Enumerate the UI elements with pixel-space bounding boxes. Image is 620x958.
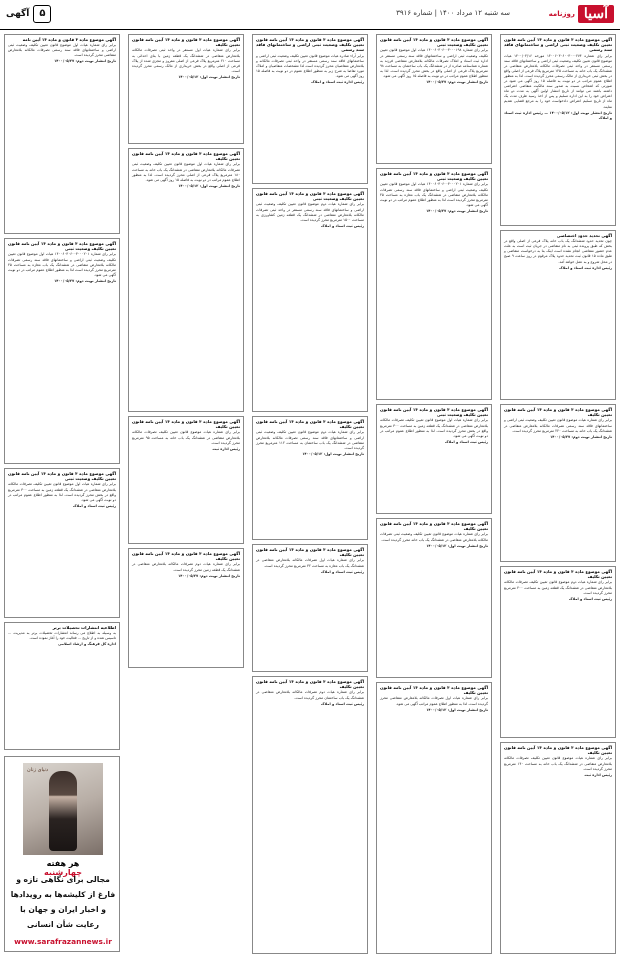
ad-title: آگهی موضوع ماده ۳ قانون و ماده ۱۳ آیین نامه قانون تعیین تکلیف [504,407,613,418]
promo-advertisement[interactable] [4,756,120,952]
ad-footer: تاریخ انتشار نوبت اول: ۱۴۰۰/۰۵/۱۲ — رئیس اداره ثبت اسناد و املاک [504,110,612,120]
section-label: آگهی [6,9,30,19]
ad-body: برابر رای شماره هیات موضوع قانون تعیین تکلیف وضعیت ثبتی اراضی و ساختمانهای فاقد سند رسمی تصرفات مالکانه بلامعارض متقاضی در ششدانگ یک باب خانه به مساحت ۲۲۰ مترمربع محرز گردیده است. [504,418,612,433]
ad-box [500,230,616,400]
ad-box [376,34,492,164]
ad-title: آگهی موضوع ماده ۳ قانون و ماده ۱۳ آیین نامه قانون تعیین تکلیف وضعیت ثبتی [380,37,489,48]
ad-title: آگهی موضوع ماده ۳ قانون و ماده ۱۳ آیین نامه قانون تعیین تکلیف [380,685,489,696]
ad-body: برابر رای شماره ۱۴۰۰۶۰۳۰۶۰۰۳۰۰۰۱۹۸ هیات اول موضوع قانون تعیین تکلیف وضعیت ثبتی اراضی و ساختمانهای فاقد سند رسمی مستقر در اداره ثبت اسناد و املاک تصرفات مالکانه بلامعارض متقاضی فرزند به شماره شناسنامه صادره از در ششدانگ یک باب ساختمان به مساحت ۹۸ مترمربع پلاک فرعی از اصلی واقع در بخش محرز گردیده است. لذا به منظور اطلاع عموم مراتب در دو نوبت به فاصله ۱۵ روز آگهی می شود. [380,48,489,78]
ad-title: آگهی موضوع ماده ۳ قانون و ماده ۱۳ آیین نامه قانون تعیین تکلیف وضعیت ثبتی [8,241,117,252]
promo-line: مجالی برای نگاهی تازه و [16,875,110,884]
ad-body: برابر رای شماره هیات دوم موضوع قانون تعیین تکلیف وضعیت ثبتی اراضی و ساختمانهای فاقد سند رسمی تصرفات مالکانه بلامعارض متقاضی در ششدانگ یک باب ساختمان به مساحت ۱۱۲ مترمربع محرز گردیده است. [256,430,365,450]
ad-footer: تاریخ انتشار نوبت دوم: ۱۴۰۰/۰۵/۲۷ [54,59,116,64]
ad-body: برابر رای شماره هیات دوم تصرفات مالکانه بلامعارض متقاضی در ششدانگ یک باب ساختمان محرز گردیده است. [256,690,364,700]
ad-body: برابر رای شماره هیات اول تصرفات مالکانه بلامعارض متقاضی در ششدانگ یک باب مغازه به مساحت ۳۲ مترمربع محرز گردیده است. [256,558,364,568]
ad-box [128,34,244,144]
ad-footer: تاریخ انتشار نوبت اول: ۱۴۰۰/۰۵/۱۲ [178,183,240,188]
ad-body: برابر رای شماره هیات دوم تصرفات مالکانه بلامعارض متقاضی در ششدانگ یک قطعه زمین محرز گردیده است. [132,562,240,572]
ad-box [128,416,244,544]
ad-footer: رئیس ثبت اسناد و املاک [568,596,612,601]
ad-footer: رئیس اداره ثبت اسناد و املاک [311,80,364,85]
ads-grid [4,34,616,954]
ad-title: آگهی موضوع ماده ۳ قانون و ماده ۱۳ آیین نامه قانون تعیین تکلیف وضعیت ثبتی [8,471,117,482]
ad-box [252,34,368,184]
ad-body: برابر رای شماره هیات اول موضوع قانون تعیین تکلیف تصرفات مالکانه بلامعارض متقاضی در ششدانگ یک قطعه زمین به مساحت ۳۰۰ مترمربع واقع در بخش محرز گردیده است. لذا به منظور اطلاع عموم مراتب در دو نوبت آگهی می شود. [8,482,116,502]
ad-footer: اداره کل فرهنگ و ارشاد اسلامی [58,642,116,647]
ad-title: آگهی موضوع ماده ۳ قانون و ماده ۱۳ آیین نامه [22,37,116,42]
ad-box [4,468,120,618]
ad-footer: رئیس ثبت اسناد و املاک [72,503,116,508]
logo-mark: آسیا [578,5,614,23]
ad-body: برابر رای شماره هیات اول موضوع قانون تعیین تکلیف وضعیت ثبتی اراضی و ساختمانهای فاقد سند رسمی تصرفات مالکانه بلامعارض متقاضی محرز گردیده است. [8,43,116,58]
ad-footer: تاریخ انتشار نوبت دوم: ۱۴۰۰/۰۵/۲۷ [426,79,488,84]
ad-box [500,742,616,954]
ad-title: آگهی موضوع ماده ۳ قانون و ماده ۱۳ آیین نامه قانون تعیین تکلیف [132,551,241,562]
ad-body: به وسیله به اطلاع می رساند انتشارات تحصیلات برتر به مدیریت ... تاسیس شده و از تاریخ ... فعالیت خود را آغاز نموده است. [8,631,116,641]
cover-figure [49,771,77,851]
ad-body: برابر رای شماره هیات موضوع قانون تعیین تکلیف تصرفات مالکانه بلامعارض متقاضی در ششدانگ یک باب خانه به مساحت ۹۵ مترمربع محرز گردیده است. [132,430,240,445]
ad-title: آگهی موضوع ماده ۳ قانون و ماده ۱۳ آیین نامه قانون تعیین تکلیف [380,521,489,532]
ad-footer: رئیس ثبت اسناد و املاک [320,569,364,574]
ad-footer: تاریخ انتشار نوبت اول: ۱۴۰۰/۰۵/۱۲ [426,543,488,548]
ad-box [4,622,120,750]
ad-title: آگهی موضوع ماده ۳ قانون و ماده ۱۳ آیین نامه قانون تعیین تکلیف [504,569,613,580]
ad-footer: رئیس اداره ثبت [212,446,240,451]
ad-title: آگهی موضوع ماده ۳ قانون و ماده ۱۳ آیین نامه قانون تعیین تکلیف [132,151,241,162]
ad-body: برابر رای شماره ۱۴۰۰۶۰۳۰۶۰۰۳۰۰۰۲۷۴ مورخه ۱۴۰۰/۰۴/۱۶ هیات موضوع قانون تعیین تکلیف وضعیت ثبتی اراضی و ساختمانهای فاقد سند رسمی مستقر در واحد ثبتی تصرفات مالکانه بلامعارض متقاضی در ششدانگ یک باب خانه به مساحت ۱۲۵ مترمربع پلاک فرعی از اصلی واقع در بخش ثبتی خریداری از مالک رسمی محرز گردیده است. لذا به منظور اطلاع عموم مراتب در دو نوبت به فاصله ۱۵ روز آگهی می شود در صورتی که اشخاص نسبت به صدور سند مالکیت متقاضی اعتراضی داشته باشند می توانند از تاریخ انتشار اولین آگهی به مدت دو ماه اعتراض خود را به این اداره تسلیم و پس از اخذ رسید ظرف مدت یک ماه از تاریخ تسلیم اعتراض دادخواست خود را به مرجع قضایی تقدیم نمایند. [503,53,613,109]
magazine-cover-image [23,763,103,855]
ad-body: برابر رای شماره هیات اول تصرفات مالکانه بلامعارض متقاضی محرز گردیده است. لذا به منظور اطلاع عموم مراتب آگهی می شود. [380,696,488,706]
ad-title: آگهی موضوع ماده ۳ قانون و ماده ۱۳ آیین نامه قانون تعیین تکلیف وضعیت ثبتی [380,407,489,418]
newspaper-logo [549,2,614,26]
ad-footer: رئیس ثبت اسناد و املاک [444,439,488,444]
ad-box [376,682,492,954]
ad-body: برابر رای شماره هیات موضوع قانون تعیین تکلیف تصرفات مالکانه بلامعارض متقاضی در ششدانگ یک باب خانه به مساحت ۱۴۰ مترمربع محرز گردیده است. [504,756,612,771]
ad-footer: تاریخ انتشار نوبت اول: ۱۴۰۰/۰۵/۱۲ [426,707,488,712]
ad-body: برابر رای شماره هیات اول موضوع قانون تعیین تکلیف تصرفات مالکانه بلامعارض متقاضی در ششدانگ یک قطعه زمین به مساحت ۳۰۰ مترمربع واقع در بخش محرز گردیده است. لذا به منظور اطلاع عموم مراتب در دو نوبت آگهی می شود. [380,418,488,438]
cover-caption: دنیای زنان [27,767,49,773]
ad-box [128,148,244,412]
ad-footer: رئیس ثبت اسناد و املاک [320,701,364,706]
promo-line: و اخبار ایران و جهان با [20,905,106,914]
ad-footer: رئیس اداره ثبت [584,772,612,777]
ad-footer: تاریخ انتشار نوبت دوم: ۱۴۰۰/۰۵/۲۷ [550,434,612,439]
ad-box [128,548,244,668]
ad-title: آگهی موضوع ماده ۳ قانون و ماده ۱۳ آیین نامه قانون تعیین تکلیف [256,679,365,690]
ad-box [500,566,616,738]
logo-subtitle: روزنامه [548,10,575,18]
ad-body: برابر رای شماره هیات دوم موضوع قانون تعیین تکلیف وضعیت ثبتی اراضی و ساختمانهای فاقد سند رسمی مستقر در واحد ثبتی تصرفات مالکانه بلامعارض متقاضی در ششدانگ یک قطعه زمین کشاورزی به مساحت ۱۵۰۰ مترمربع محرز گردیده است. [256,202,364,222]
ad-title: آگهی موضوع ماده ۳ قانون و ماده ۱۳ آیین نامه قانون تعیین تکلیف [132,37,241,48]
ad-box [252,188,368,412]
ad-body: برابر رای شماره هیات اول مستقر در واحد ثبتی تصرفات مالکانه بلامعارض متقاضی در ششدانگ یک قطعه زمین با بنای احداثی به مساحت ۲۱۰ مترمربع پلاک فرعی از اصلی مفروز و مجزی شده از پلاک فرعی از اصلی واقع در بخش خریداری از مالک رسمی محرز گردیده است. [132,48,240,73]
ad-title: آگهی موضوع ماده ۳ قانون و ماده ۱۳ آیین نامه قانون تعیین تکلیف وضعیت ثبتی اراضی و ساختمانهای فاقد سند رسمی [504,37,613,53]
ad-body: چون تحدید حدود ششدانگ یک باب خانه پلاک فرعی از اصلی واقع در بخش که طبق پرونده ثبتی به نام متقاضی در جریان ثبت است به علت عدم حضور متقاضی انجام نشده است اینک بنا به درخواست متقاضی و طبق ماده ۱۵ قانون ثبت تحدید حدود پلاک مرقوم در روز ساعت ۹ صبح در محل شروع و به عمل خواهد آمد. [504,239,612,264]
ad-footer: تاریخ انتشار نوبت دوم: ۱۴۰۰/۰۵/۲۷ [178,573,240,578]
ad-title: آگهی موضوع ماده ۳ قانون و ماده ۱۳ آیین نامه قانون تعیین تکلیف وضعیت ثبتی [256,191,365,202]
ad-box [500,404,616,562]
page-number: ۵ [33,5,51,23]
ad-body: برابر رای شماره هیات دوم موضوع قانون تعیین تکلیف تصرفات مالکانه بلامعارض متقاضی در ششدانگ یک قطعه زمین به مساحت ۴۰۰ مترمربع محرز گردیده است. [504,580,612,595]
ad-title: آگهی موضوع ماده ۳ قانون و ماده ۱۳ آیین نامه قانون تعیین تکلیف [256,419,365,430]
ad-box [500,34,616,226]
ad-footer: تاریخ انتشار نوبت اول: ۱۴۰۰/۰۵/۱۲ [178,74,240,79]
ad-body: برابر رای شماره هیات اول موضوع قانون تعیین تکلیف وضعیت ثبتی تصرفات مالکانه بلامعارض متقاضی در ششدانگ یک باب خانه به مساحت ۱۸۰ مترمربع پلاک فرعی از اصلی محرز گردیده است. لذا به منظور اطلاع عموم مراتب در دو نوبت به فاصله ۱۵ روز آگهی می شود. [132,162,240,182]
ad-title: اطلاعیه انتشارات تحصیلات برتر [52,625,116,630]
ad-box [252,416,368,540]
ad-box [252,544,368,672]
ad-footer: تاریخ انتشار نوبت دوم: ۱۴۰۰/۰۵/۲۷ [54,278,116,283]
ad-box [252,676,368,954]
ad-body: برابر رای شماره ۱۴۰۰۶۰۳۰۶۰۰۳۰۰۰۲۰۱ هیات اول موضوع قانون تعیین تکلیف وضعیت ثبتی اراضی و ساختمانهای فاقد سند رسمی تصرفات مالکانه بلامعارض متقاضی در ششدانگ یک باب مغازه به مساحت ۴۵ مترمربع محرز گردیده است لذا به منظور اطلاع عموم مراتب در دو نوبت آگهی می شود. [380,182,489,207]
ad-box [376,518,492,678]
ad-title: آگهی موضوع ماده ۳ قانون و ماده ۱۳ آیین نامه قانون تعیین تکلیف [132,419,241,430]
ad-title: آگهی موضوع ماده ۳ قانون و ماده ۱۳ آیین نامه قانون تعیین تکلیف [256,547,365,558]
promo-url-link[interactable]: www.sarafrazannews.ir [14,937,112,946]
ad-body: برابر آراء صادره هیات موضوع قانون تعیین تکلیف وضعیت ثبتی اراضی و ساختمانهای فاقد سند رسمی مستقر در واحد ثبتی تصرفات مالکانه و بلامعارض متقاضیان محرز گردیده است لذا مشخصات متقاضیان و املاک مورد تقاضا به شرح زیر به منظور اطلاع عموم در دو نوبت به فاصله ۱۵ روز آگهی می شود. [256,53,364,78]
ad-footer: تاریخ انتشار نوبت دوم: ۱۴۰۰/۰۵/۲۷ [426,208,488,213]
promo-line: رعایت شأن انسانی [27,920,99,929]
ad-box [4,238,120,464]
promo-line: فارغ از کلیشه‌ها به رویدادها [10,890,116,899]
section-header [6,5,51,23]
ad-title: آگهی موضوع ماده ۳ قانون و ماده ۱۳ آیین نامه قانون تعیین تکلیف [504,745,613,756]
ad-title: آگهی موضوع ماده ۳ قانون و ماده ۱۳ آیین نامه قانون تعیین تکلیف وضعیت ثبتی [380,171,489,182]
issue-line: سه شنبه ۱۲ مرداد ۱۴۰۰ | شماره ۳۹۱۶ [396,9,510,17]
masthead [0,0,620,30]
ad-title: آگهی تحدید حدود اختصاصی [556,233,612,238]
ad-footer: رئیس اداره ثبت اسناد و املاک [559,265,612,270]
badge-day: چهارشنبه [44,868,82,877]
ad-box [376,168,492,400]
ad-title: آگهی موضوع ماده ۳ قانون و ماده ۱۳ آیین نامه قانون تعیین تکلیف وضعیت ثبتی اراضی و ساختمانهای فاقد سند رسمی [256,37,365,53]
ad-box [4,34,120,234]
ad-box [376,404,492,514]
ad-body: برابر رای شماره هیات موضوع قانون تعیین تکلیف وضعیت ثبتی تصرفات مالکانه بلامعارض متقاضی در ششدانگ یک باب خانه محرز گردیده است. [380,532,488,542]
badge-prefix: هر هفته [46,859,80,868]
ad-footer: تاریخ انتشار نوبت اول: ۱۴۰۰/۰۵/۱۲ [302,451,364,456]
ad-footer: رئیس ثبت اسناد و املاک [320,223,364,228]
ad-body: برابر رای شماره ۱۴۰۰۶۰۳۰۶۰۰۳۰۰۰۲۰۱ هیات اول موضوع قانون تعیین تکلیف وضعیت ثبتی اراضی و ساختمانهای فاقد سند رسمی تصرفات مالکانه بلامعارض متقاضی در ششدانگ یک باب مغازه به مساحت ۴۵ مترمربع محرز گردیده است لذا به منظور اطلاع عموم مراتب در دو نوبت آگهی می شود. [8,252,117,277]
